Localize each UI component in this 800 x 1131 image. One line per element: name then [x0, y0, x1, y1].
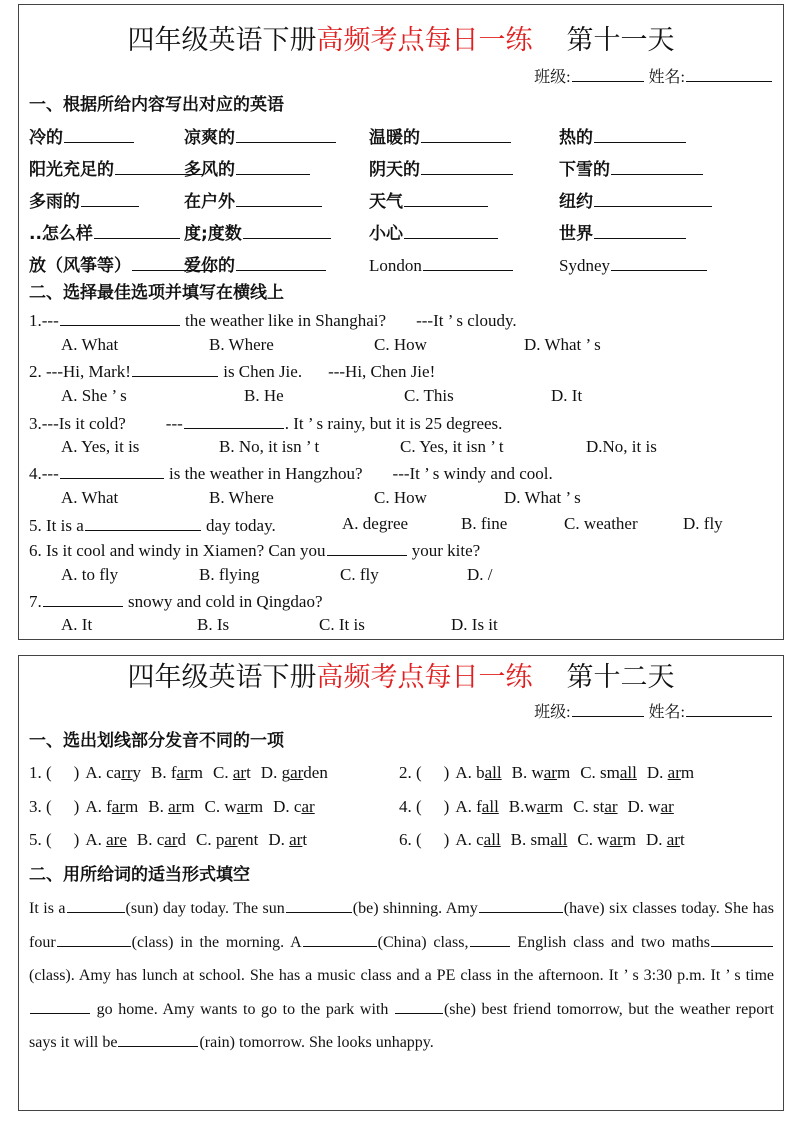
option-a[interactable]: A. What — [61, 488, 119, 507]
option-text: m — [549, 797, 564, 816]
question-number: 6. ( — [399, 830, 422, 849]
option-b[interactable]: B. Is — [197, 615, 230, 634]
answer-blank[interactable] — [611, 252, 707, 271]
phonics-option[interactable] — [647, 763, 694, 782]
underlined-letters: ar — [543, 763, 557, 782]
answer-blank[interactable] — [236, 252, 326, 271]
phonics-question — [399, 761, 694, 785]
option-text: C. — [213, 763, 233, 782]
option-a[interactable]: A. It — [61, 615, 93, 634]
phonics-option[interactable] — [205, 797, 264, 816]
underlined-letters: ar — [111, 797, 126, 816]
answer-blank[interactable] — [64, 124, 134, 143]
phonics-option[interactable] — [148, 797, 194, 816]
question-close: ) — [73, 797, 80, 816]
answer-blank[interactable] — [327, 537, 407, 556]
question-reply: ---Hi, Chen Jie! — [328, 362, 436, 381]
option-text: D. — [645, 830, 667, 849]
option-d[interactable]: D. What ’ s — [504, 488, 581, 507]
title-highlight: 高频考点每日一练 — [316, 662, 533, 692]
question-text: 3.---Is it cold? — [29, 414, 126, 433]
fill-in-paragraph — [29, 892, 774, 1060]
question-text: is the weather in Hangzhou? — [168, 464, 363, 483]
option-text: A. c — [455, 830, 484, 849]
answer-blank[interactable] — [479, 894, 563, 913]
phonics-option[interactable] — [213, 763, 251, 782]
vocab-item — [369, 156, 514, 182]
option-c[interactable]: C. fly — [340, 565, 379, 584]
phonics-option[interactable] — [273, 797, 315, 816]
option-a[interactable]: A. Yes, it is — [61, 437, 140, 456]
vocab-prompt: 爱你的 — [184, 256, 235, 276]
name-field[interactable] — [686, 698, 772, 717]
option-text: B. — [148, 797, 169, 816]
underlined-letters: ar — [666, 830, 680, 849]
name-label: 姓名: — [648, 704, 685, 721]
option-d[interactable]: D. It — [551, 386, 583, 405]
question-text: 5. It is a — [29, 516, 84, 535]
paragraph-text: (China) class, — [377, 933, 469, 951]
answer-blank[interactable] — [132, 358, 218, 377]
option-d[interactable]: D. / — [467, 565, 493, 584]
title-prefix: 四年级英语下册 — [127, 25, 317, 55]
answer-blank[interactable] — [421, 124, 511, 143]
underlined-letters: all — [550, 830, 568, 849]
paragraph-text: (be) shinning. Amy — [352, 900, 478, 917]
option-text: A. f — [455, 797, 482, 816]
vocab-prompt: 世界 — [559, 224, 593, 244]
answer-blank[interactable] — [594, 220, 686, 239]
answer-blank[interactable] — [67, 894, 125, 913]
phonics-option[interactable] — [573, 797, 617, 816]
underlined-letters: ar — [236, 797, 250, 816]
option-c[interactable]: C. How — [374, 335, 427, 354]
question-text: . It ’ s rainy, but it is 25 degrees. — [284, 414, 503, 433]
question-text: snowy and cold in Qingdao? — [128, 592, 323, 611]
answer-blank[interactable] — [594, 188, 712, 207]
vocab-prompt: 热的 — [559, 128, 593, 148]
class-field[interactable] — [572, 698, 644, 717]
vocab-item — [29, 188, 140, 214]
phonics-option[interactable] — [196, 830, 258, 849]
answer-blank[interactable] — [611, 156, 703, 175]
option-a[interactable]: A. to fly — [61, 565, 119, 584]
phonics-option[interactable] — [268, 830, 307, 849]
answer-blank[interactable] — [594, 124, 686, 143]
underlined-letters: ar — [667, 763, 681, 782]
option-text: A. f — [85, 797, 112, 816]
underlined-letters: ar — [164, 830, 178, 849]
phonics-option[interactable] — [137, 830, 186, 849]
vocab-item — [184, 124, 337, 150]
option-text: m — [622, 830, 636, 849]
vocab-item — [559, 220, 687, 246]
class-label: 班级: — [534, 69, 571, 86]
underlined-letters: ar — [301, 797, 315, 816]
phonics-option[interactable] — [577, 830, 636, 849]
answer-blank[interactable] — [711, 928, 773, 947]
vocab-prompt: 阴天的 — [369, 160, 420, 180]
option-d[interactable]: D.No, it is — [586, 437, 657, 456]
vocab-item — [369, 220, 499, 246]
option-d[interactable]: D. fly — [683, 514, 723, 533]
phonics-option[interactable] — [455, 797, 498, 816]
question-text: day today. — [206, 516, 276, 535]
answer-blank[interactable] — [286, 894, 352, 913]
phonics-option[interactable] — [85, 797, 138, 816]
vocab-prompt: ..怎么样 — [29, 224, 93, 244]
question-6 — [29, 537, 480, 563]
title-day: 第十二天 — [566, 662, 675, 692]
question-2 — [29, 358, 435, 384]
vocab-prompt: 纽约 — [559, 192, 593, 212]
phonics-question — [29, 828, 307, 852]
phonics-option[interactable] — [512, 763, 571, 782]
underlined-letters: ar — [660, 797, 674, 816]
option-text: m — [189, 763, 203, 782]
phonics-option[interactable] — [628, 797, 674, 816]
option-text: ent — [237, 830, 259, 849]
question-4 — [29, 460, 553, 486]
vocab-prompt: 下雪的 — [559, 160, 610, 180]
option-a[interactable]: A. What — [61, 335, 119, 354]
answer-blank[interactable] — [404, 220, 498, 239]
answer-blank[interactable] — [236, 188, 322, 207]
answer-blank[interactable] — [184, 410, 284, 429]
class-name-line — [534, 63, 773, 89]
answer-blank[interactable] — [236, 124, 336, 143]
worksheet-day-11 — [18, 4, 784, 640]
paragraph-text: (have) six classes today. She has four — [29, 900, 775, 951]
question-text: 1.--- — [29, 311, 59, 330]
phonics-option[interactable] — [646, 830, 685, 849]
underlined-letters: all — [484, 763, 502, 782]
option-text: den — [303, 763, 328, 782]
question-close: ) — [443, 830, 450, 849]
underlined-letters: ar — [609, 830, 623, 849]
underlined-letters: ar — [604, 797, 618, 816]
option-text: t — [679, 830, 685, 849]
vocab-prompt: 多雨的 — [29, 192, 80, 212]
paragraph-text: It is a — [29, 900, 66, 917]
option-text: D. w — [627, 797, 661, 816]
vocab-item — [559, 156, 704, 182]
underlined-letters: ar — [176, 763, 190, 782]
phonics-option[interactable] — [151, 763, 203, 782]
option-text: C. p — [196, 830, 225, 849]
vocab-prompt: 天气 — [369, 192, 403, 212]
answer-blank[interactable] — [30, 995, 90, 1014]
answer-blank[interactable] — [81, 188, 139, 207]
question-7 — [29, 588, 323, 614]
answer-blank[interactable] — [118, 1028, 198, 1047]
phonics-option[interactable] — [85, 763, 141, 782]
title-day: 第十一天 — [566, 25, 675, 55]
underlined-letters: all — [619, 763, 637, 782]
option-a[interactable]: A. She ’ s — [61, 386, 127, 405]
vocab-prompt: 度;度数 — [184, 224, 242, 244]
question-text: --- — [165, 414, 183, 433]
vocab-item — [559, 188, 713, 214]
vocab-prompt: 温暖的 — [369, 128, 420, 148]
option-c[interactable]: C. It is — [319, 615, 365, 634]
option-d[interactable]: D. Is it — [451, 615, 498, 634]
vocab-item — [184, 252, 327, 278]
option-text: m — [249, 797, 264, 816]
phonics-option[interactable] — [455, 830, 500, 849]
answer-blank[interactable] — [43, 588, 123, 607]
question-close: ) — [73, 830, 80, 849]
phonics-option[interactable] — [580, 763, 637, 782]
question-text: is Chen Jie. — [223, 362, 303, 381]
answer-blank[interactable] — [404, 188, 488, 207]
option-b[interactable]: B. flying — [199, 565, 260, 584]
underlined-letters: ar — [536, 797, 550, 816]
option-text: t — [246, 763, 251, 782]
option-text: d — [177, 830, 186, 849]
option-text: D. g — [260, 763, 291, 782]
paragraph-text: (rain) tomorrow. She looks unhappy. — [199, 1034, 434, 1051]
phonics-option[interactable] — [85, 830, 127, 849]
question-1 — [29, 307, 517, 333]
vocab-item — [369, 124, 512, 150]
phonics-option[interactable] — [511, 830, 568, 849]
phonics-question — [29, 761, 328, 785]
vocab-item — [184, 188, 323, 214]
title-highlight: 高频考点每日一练 — [316, 25, 533, 55]
answer-blank[interactable] — [243, 220, 331, 239]
option-b[interactable]: B. fine — [461, 514, 508, 533]
class-name-line — [534, 698, 773, 724]
option-text: A. b — [455, 763, 485, 782]
phonics-question — [399, 828, 685, 852]
class-field[interactable] — [572, 63, 644, 82]
answer-blank[interactable] — [57, 928, 131, 947]
vocab-item — [29, 124, 135, 150]
option-d[interactable]: D. What ’ s — [524, 335, 601, 354]
vocab-prompt: London — [369, 256, 422, 275]
question-text: the weather like in Shanghai? — [184, 311, 387, 330]
underlined-letters: rr — [121, 763, 133, 782]
paragraph-text: (class). Amy has lunch at school. She has a music class and a PE class in the afternoon. It ’ s 3:30 p.m. It ’ s time — [29, 967, 774, 984]
vocab-item — [559, 252, 708, 278]
option-text: B. w — [511, 763, 544, 782]
question-number: 3. ( — [29, 797, 52, 816]
answer-blank[interactable] — [421, 156, 513, 175]
question-3 — [29, 410, 502, 436]
vocab-prompt: 阳光充足的 — [29, 160, 114, 180]
vocab-prompt: Sydney — [559, 256, 610, 275]
option-text: B. sm — [510, 830, 551, 849]
option-text: m — [680, 763, 695, 782]
option-text: m — [125, 797, 139, 816]
phonics-question — [399, 795, 674, 819]
vocab-item — [184, 220, 332, 246]
option-text: D. c — [273, 797, 302, 816]
paragraph-text: (sun) day today. The sun — [125, 900, 285, 917]
vocab-item — [29, 220, 181, 246]
phonics-option[interactable] — [509, 797, 563, 816]
option-a[interactable]: A. degree — [342, 514, 409, 533]
vocab-prompt: 多风的 — [184, 160, 235, 180]
option-text: B. c — [136, 830, 165, 849]
vocab-item — [369, 188, 489, 214]
vocab-prompt: 冷的 — [29, 128, 63, 148]
question-close: ) — [443, 763, 450, 782]
option-b[interactable]: B. No, it isn ’ t — [219, 437, 320, 456]
option-text: A. — [85, 830, 107, 849]
option-text: B. f — [151, 763, 177, 782]
question-5 — [29, 512, 276, 538]
answer-blank[interactable] — [60, 307, 180, 326]
question-text: 6. Is it cool and windy in Xiamen? Can you — [29, 541, 326, 560]
option-text: y — [132, 763, 142, 782]
option-text: C. w — [577, 830, 610, 849]
option-b[interactable]: B. He — [244, 386, 284, 405]
underlined-letters: ar — [232, 763, 247, 782]
option-c[interactable]: C. weather — [564, 514, 638, 533]
option-text: D. — [268, 830, 290, 849]
answer-blank[interactable] — [85, 512, 201, 531]
paragraph-text: (she) best friend tomorrow, but the weather report says it will be — [29, 1000, 774, 1051]
phonics-option[interactable] — [261, 763, 328, 782]
section-heading: 一、根据所给内容写出对应的英语 — [29, 95, 284, 115]
answer-blank[interactable] — [470, 928, 510, 947]
vocab-prompt: 凉爽的 — [184, 128, 235, 148]
question-number: 4. ( — [399, 797, 422, 816]
answer-blank[interactable] — [94, 220, 180, 239]
option-text: A. ca — [85, 763, 122, 782]
option-text: B.w — [508, 797, 537, 816]
option-text: C. w — [204, 797, 237, 816]
option-c[interactable]: C. Yes, it isn ’ t — [400, 437, 504, 456]
answer-blank[interactable] — [60, 460, 164, 479]
vocab-prompt: 小心 — [369, 224, 403, 244]
answer-blank[interactable] — [423, 252, 513, 271]
worksheet-day-12 — [18, 655, 784, 1111]
underlined-letters: are — [106, 830, 127, 849]
answer-blank[interactable] — [395, 995, 443, 1014]
vocab-prompt: 在户外 — [184, 192, 235, 212]
question-number: 5. ( — [29, 830, 52, 849]
question-text: 2. ---Hi, Mark! — [29, 362, 131, 381]
option-c[interactable]: C. How — [374, 488, 427, 507]
option-text: D. — [646, 763, 668, 782]
option-text: C. st — [573, 797, 605, 816]
paragraph-text: go home. Amy wants to go to the park with — [96, 1000, 389, 1018]
option-b[interactable]: B. Where — [209, 488, 274, 507]
question-close: ) — [73, 763, 80, 782]
paragraph-text: English class and two maths — [517, 933, 711, 951]
underlined-letters: ar — [224, 830, 238, 849]
section-heading: 一、选出划线部分发音不同的一项 — [29, 731, 284, 751]
class-label: 班级: — [534, 704, 571, 721]
vocab-prompt: 放（风筝等） — [29, 256, 131, 276]
paragraph-text: (class) in the morning. A — [131, 933, 302, 951]
answer-blank[interactable] — [303, 928, 377, 947]
question-number: 2. ( — [399, 763, 422, 782]
option-b[interactable]: B. Where — [209, 335, 274, 354]
option-text: t — [302, 830, 308, 849]
worksheet-title — [19, 23, 783, 57]
answer-blank[interactable] — [236, 156, 310, 175]
vocab-item — [559, 124, 687, 150]
question-number: 1. ( — [29, 763, 52, 782]
underlined-letters: all — [483, 830, 501, 849]
option-text: C. sm — [580, 763, 620, 782]
question-close: ) — [443, 797, 450, 816]
phonics-option[interactable] — [455, 763, 501, 782]
option-text: m — [181, 797, 195, 816]
question-text: 4.--- — [29, 464, 59, 483]
question-reply: ---It ’ s windy and cool. — [392, 464, 553, 483]
underlined-letters: ar — [168, 797, 182, 816]
underlined-letters: ar — [289, 830, 303, 849]
title-prefix: 四年级英语下册 — [127, 662, 317, 692]
vocab-item — [29, 156, 204, 182]
question-text: 7. — [29, 592, 42, 611]
vocab-item — [184, 156, 311, 182]
question-reply: ---It ’ s cloudy. — [416, 311, 517, 330]
worksheet-title — [19, 660, 783, 694]
section-heading: 二、用所给词的适当形式填空 — [29, 865, 250, 885]
phonics-question — [29, 795, 315, 819]
underlined-letters: all — [481, 797, 499, 816]
underlined-letters: ar — [290, 763, 304, 782]
section-heading: 二、选择最佳选项并填写在横线上 — [29, 283, 284, 303]
option-text: m — [556, 763, 571, 782]
question-text: your kite? — [411, 541, 481, 560]
name-field[interactable] — [686, 63, 772, 82]
vocab-item — [369, 252, 514, 278]
option-c[interactable]: C. This — [404, 386, 454, 405]
name-label: 姓名: — [648, 69, 685, 86]
